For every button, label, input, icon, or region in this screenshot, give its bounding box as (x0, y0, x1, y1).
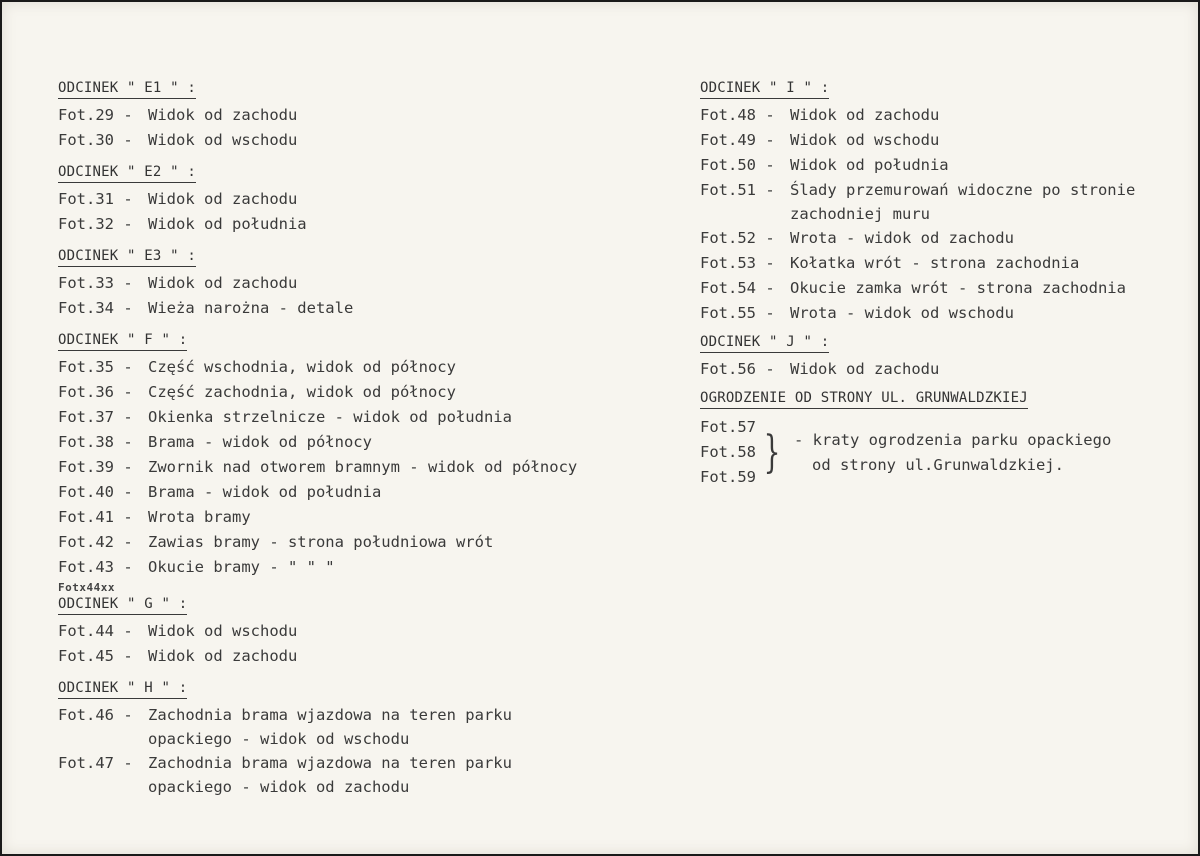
photo-number: Fot.30 - (58, 131, 133, 149)
photo-number: Fot.43 - (58, 558, 133, 576)
photo-entry (58, 480, 658, 505)
section-block (58, 678, 658, 799)
photo-number: Fot.55 - (700, 304, 775, 322)
section-gap (58, 321, 658, 330)
photo-entry (58, 271, 658, 296)
photo-entry (58, 128, 658, 153)
photo-number: Fot.50 - (700, 156, 775, 174)
struck-out-text: Fotx44xx (58, 581, 115, 594)
photo-number: Fot.31 - (58, 190, 133, 208)
photo-description (148, 187, 297, 212)
section-gap (58, 237, 658, 246)
description-line: opackiego - widok od wschodu (148, 730, 410, 748)
photo-description (148, 271, 297, 296)
photo-description (790, 153, 949, 178)
description-line: Widok od wschodu (148, 131, 298, 149)
fence-section (700, 388, 1180, 490)
description-line: - kraty ogrodzenia parku opackiego (794, 430, 1112, 449)
photo-entry (700, 103, 1180, 128)
photo-entry (58, 644, 658, 669)
photo-description (148, 430, 372, 455)
photo-description (148, 355, 456, 380)
section-block (700, 78, 1180, 326)
description-line: Widok od zachodu (790, 106, 940, 124)
photo-entry (58, 505, 658, 530)
entry-list (58, 703, 658, 799)
photo-description (790, 103, 939, 128)
section-block (58, 78, 658, 153)
description-line: Zawias bramy - strona południowa wrót (148, 533, 494, 551)
section-gap (58, 669, 658, 678)
photo-number: Fot.47 - (58, 754, 133, 772)
description-line: Okucie bramy - " " " (148, 558, 335, 576)
photo-number: Fot.33 - (58, 274, 133, 292)
photo-number: Fot.41 - (58, 508, 133, 526)
photo-description (148, 128, 297, 153)
photo-entry (700, 251, 1180, 276)
section-block (58, 162, 658, 237)
photo-entry (58, 703, 658, 751)
description-line: Widok od wschodu (790, 131, 940, 149)
photo-number: Fot.58 (700, 443, 756, 461)
photo-number: Fot.53 - (700, 254, 775, 272)
section-block (58, 330, 658, 580)
photo-description (790, 226, 1014, 251)
fence-photo-numbers (700, 415, 756, 490)
fence-entry (700, 415, 1180, 490)
photo-entry (58, 405, 658, 430)
photo-entry (700, 276, 1180, 301)
section-heading: ODCINEK " E1 " : (58, 80, 196, 99)
photo-entry (58, 619, 658, 644)
section-heading: OGRODZENIE OD STRONY UL. GRUNWALDZKIEJ (700, 390, 1028, 409)
photo-description (148, 505, 251, 530)
photo-number: Fot.56 - (700, 360, 775, 378)
section-heading: ODCINEK " E3 " : (58, 248, 196, 267)
section-block (700, 332, 1180, 382)
photo-number: Fot.40 - (58, 483, 133, 501)
photo-number: Fot.42 - (58, 533, 133, 551)
photo-description (148, 619, 297, 644)
photo-number: Fot.44 - (58, 622, 133, 640)
description-line: Wrota - widok od zachodu (790, 229, 1014, 247)
photo-description (790, 276, 1126, 301)
entry-list (58, 271, 658, 321)
photo-entry (58, 296, 658, 321)
fence-description (794, 428, 1111, 478)
photo-number: Fot.49 - (700, 131, 775, 149)
photo-description (148, 530, 493, 555)
description-line: Część zachodnia, widok od północy (148, 383, 456, 401)
description-line: Widok od wschodu (148, 622, 298, 640)
description-line: Widok od zachodu (148, 106, 298, 124)
description-line: zachodniej muru (790, 205, 930, 223)
photo-number: Fot.48 - (700, 106, 775, 124)
brace-icon: } (763, 426, 781, 478)
photo-entry (58, 380, 658, 405)
description-line: Kołatka wrót - strona zachodnia (790, 254, 1080, 272)
photo-description (148, 644, 297, 669)
description-line: Ślady przemurowań widoczne po stronie (790, 181, 1136, 199)
photo-entry (58, 530, 658, 555)
section-block (58, 246, 658, 321)
section-heading: ODCINEK " J " : (700, 334, 829, 353)
section-block (58, 594, 658, 669)
description-line: Zachodnia brama wjazdowa na teren parku (148, 754, 512, 772)
photo-description (148, 296, 353, 321)
section-heading: ODCINEK " G " : (58, 596, 187, 615)
photo-description (148, 703, 512, 751)
photo-number: Fot.36 - (58, 383, 133, 401)
photo-number: Fot.51 - (700, 181, 775, 199)
description-line: od strony ul.Grunwaldzkiej. (812, 455, 1064, 474)
entry-list (58, 619, 658, 669)
description-line: Wieża narożna - detale (148, 299, 354, 317)
photo-description (148, 380, 456, 405)
photo-number: Fot.38 - (58, 433, 133, 451)
photo-entry (58, 751, 658, 799)
description-line: Zachodnia brama wjazdowa na teren parku (148, 706, 512, 724)
description-line: Widok od południa (790, 156, 949, 174)
photo-entry (700, 301, 1180, 326)
photo-description (790, 178, 1135, 226)
photo-entry (700, 128, 1180, 153)
section-heading: ODCINEK " I " : (700, 80, 829, 99)
entry-list (58, 355, 658, 580)
photo-number: Fot.57 (700, 418, 756, 436)
section-heading: ODCINEK " E2 " : (58, 164, 196, 183)
entry-list (700, 357, 1180, 382)
right-column (700, 78, 1180, 490)
photo-description (148, 103, 297, 128)
photo-entry (58, 212, 658, 237)
description-line: Brama - widok od północy (148, 433, 372, 451)
photo-number: Fot.37 - (58, 408, 133, 426)
description-line: Brama - widok od południa (148, 483, 382, 501)
photo-number: Fot.54 - (700, 279, 775, 297)
photo-description (148, 405, 512, 430)
photo-entry (700, 226, 1180, 251)
description-line: Widok od zachodu (148, 647, 298, 665)
photo-description (790, 357, 939, 382)
description-line: Widok od zachodu (790, 360, 940, 378)
description-line: Zwornik nad otworem bramnym - widok od północy (148, 458, 578, 476)
photo-entry (700, 153, 1180, 178)
photo-description (790, 301, 1014, 326)
photo-description (148, 455, 577, 480)
description-line: Okucie zamka wrót - strona zachodnia (790, 279, 1126, 297)
section-heading: ODCINEK " F " : (58, 332, 187, 351)
description-line: Okienka strzelnicze - widok od południa (148, 408, 512, 426)
photo-entry (58, 355, 658, 380)
photo-number: Fot.34 - (58, 299, 133, 317)
entry-list (700, 103, 1180, 326)
photo-entry (58, 455, 658, 480)
section-heading: ODCINEK " H " : (58, 680, 187, 699)
left-column (58, 78, 658, 799)
photo-description (790, 128, 939, 153)
description-line: Wrota bramy (148, 508, 251, 526)
photo-number: Fot.59 (700, 468, 756, 486)
description-line: Wrota - widok od wschodu (790, 304, 1014, 322)
document-page (2, 2, 1198, 854)
description-line: opackiego - widok od zachodu (148, 778, 410, 796)
photo-entry (700, 178, 1180, 226)
photo-entry (700, 357, 1180, 382)
description-line: Widok od zachodu (148, 274, 298, 292)
photo-description (790, 251, 1079, 276)
photo-number: Fot.45 - (58, 647, 133, 665)
photo-entry (58, 430, 658, 455)
photo-number: Fot.46 - (58, 706, 133, 724)
photo-number: Fot.32 - (58, 215, 133, 233)
description-line: Część wschodnia, widok od północy (148, 358, 456, 376)
description-line: Widok od zachodu (148, 190, 298, 208)
photo-number: Fot.35 - (58, 358, 133, 376)
entry-list (58, 187, 658, 237)
photo-description (148, 212, 307, 237)
photo-description (148, 751, 512, 799)
photo-entry (58, 103, 658, 128)
photo-description (148, 480, 381, 505)
photo-description (148, 555, 335, 580)
photo-number: Fot.29 - (58, 106, 133, 124)
photo-number: Fot.39 - (58, 458, 133, 476)
section-gap (58, 153, 658, 162)
entry-list (58, 103, 658, 153)
photo-entry (58, 187, 658, 212)
description-line: Widok od południa (148, 215, 307, 233)
photo-number: Fot.52 - (700, 229, 775, 247)
photo-entry (58, 555, 658, 580)
